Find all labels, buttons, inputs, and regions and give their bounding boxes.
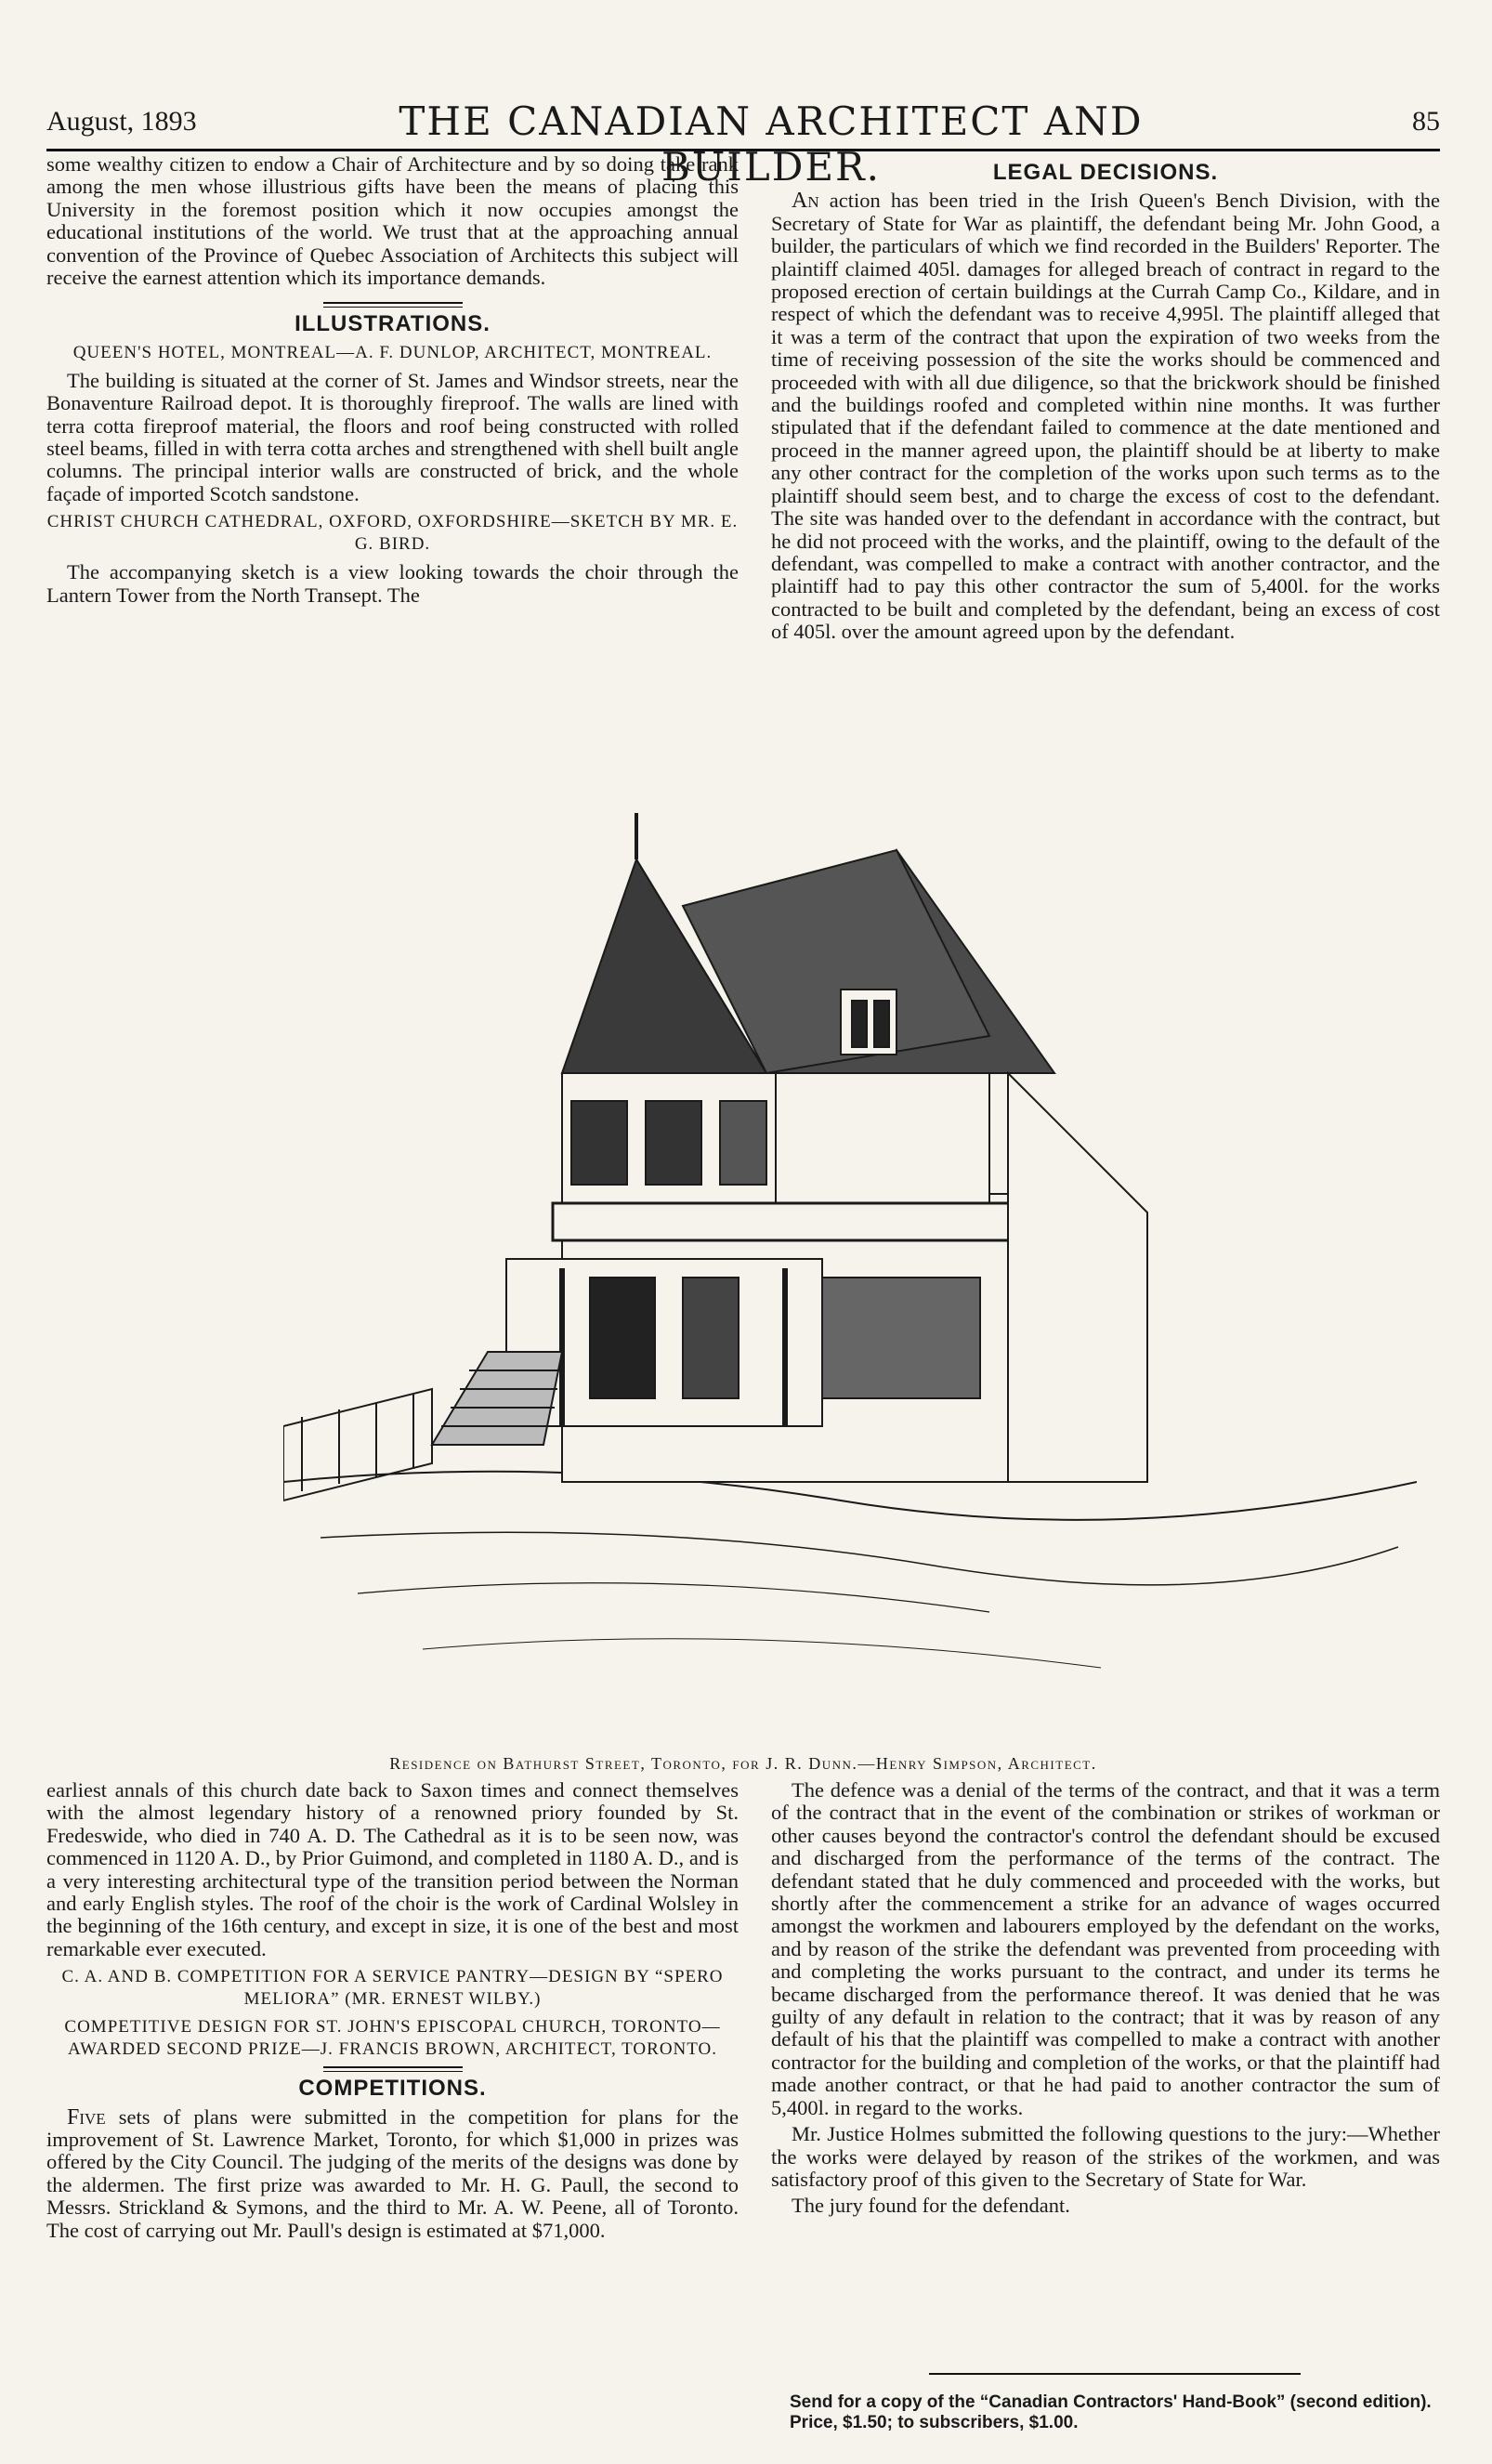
left-column-bottom [46, 1779, 739, 2246]
legal-first-word: An [792, 189, 819, 214]
church-history-text: earliest annals of this church date back to Saxon times and connect themselves with the almost legendary history of a renowned priory founded by St. Fredeswide, who died in 740 A. D. The Cathedral as it is to be seen now, was commenced in 1120 A. D., by Prior Guimond, and completed in 1180 A. D., and is a very interesting architectural type of the transition period between the Norman and early English styles. The roof of the choir is the work of Cardinal Wolsley in the beginning of the 16th century, and except in size, it is one of the best and most remarkable ever executed. [46, 1778, 739, 1960]
legal-decisions-text [771, 190, 1440, 643]
defence-paragraph: The defence was a denial of the terms of the contract, and that it was a term of the contract that in the event of the combination or strikes of workman or other causes beyond the contractor's control the defendant should be excused and discharged from the performance of the terms of the contract. The defendant stated that he duly commenced and proceeded with the works, but shortly after the commencement a strike for an advance of wages occurred amongst the workmen and labourers employed by the defendant on the works, and by reason of the strike the defendant was prevented from proceeding with and completing the works pursuant to the contract, and under its terms he became discharged from the performance thereof. It was denied that he was guilty of any default in relation to the contract; that it was by reason of any default of his that the plaintiff was compelled to make a contract with another contractor for the building and completion of the works, or that the plaintiff had made another contract, or that he had paid to another contractor the sum of 5,400l. in regard to the works. [771, 1778, 1440, 2119]
section-divider-2 [323, 2066, 463, 2072]
section-divider [323, 302, 463, 308]
left-column-top [46, 153, 739, 610]
service-pantry-heading: C. A. AND B. COMPETITION FOR A SERVICE PANTRY—DESIGN BY “SPERO MELIORA” (MR. ERNEST WILBY.) [61, 1967, 724, 2010]
illustrations-heading: ILLUSTRATIONS. [294, 311, 491, 337]
competitions-body: sets of plans were submitted in the competition for plans for the improvement of St. Lawrence Market, Toronto, for which $1,000 in prizes was offered by the City Council. The judging of the merits of the designs was done by the aldermen. The first prize was awarded to Mr. H. G. Paull, the second to Messrs. Strickland & Symons, and the third to Mr. A. W. Peene, all of Toronto. The cost of carrying out Mr. Paull's design is estimated at $71,000. [46, 2104, 739, 2242]
footnote-rule [929, 2373, 1301, 2375]
competitions-first-word: Five [67, 2104, 106, 2130]
handbook-notice: Send for a copy of the “Canadian Contractors' Hand-Book” (second edition). Price, $1.50; to subscribers, $1.00. [790, 2392, 1432, 2432]
competitions-text [46, 2106, 739, 2242]
publication-title: THE CANADIAN ARCHITECT AND BUILDER. [399, 98, 1144, 190]
queens-hotel-heading: QUEEN'S HOTEL, MONTREAL—A. F. DUNLOP, ARCHITECT, MONTREAL. [72, 342, 713, 362]
christ-church-text: The accompanying sketch is a view looking towards the choir through the Lantern Tower from the North Transept. The [46, 560, 739, 607]
right-column-bottom [771, 1779, 1440, 2222]
queens-hotel-text: The building is situated at the corner of St. James and Windsor streets, near the Bonaventure Railroad depot. It is thoroughly fireproof. The walls are lined with terra cotta fireproof material, the floors and roof being constructed with rolled steel beams, filled in with terra cotta arches and strengthened with shell built angle columns. The principal interior walls are constructed of brick, and the whole façade of imported Scotch sandstone. [46, 368, 739, 505]
illustration-caption: Residence on Bathurst Street, Toronto, for J. R. Dunn.—Henry Simpson, Architect. [389, 1754, 1097, 1773]
st-johns-heading: COMPETITIVE DESIGN FOR ST. JOHN'S EPISCOPAL CHURCH, TORONTO—AWARDED SECOND PRIZE—J. FRANCIS BROWN, ARCHITECT, TORONTO. [64, 2017, 721, 2060]
house-illustration [283, 794, 1417, 1742]
legal-decisions-heading: LEGAL DECISIONS. [992, 160, 1219, 185]
issue-date: August, 1893 [46, 106, 197, 137]
christ-church-heading: CHRIST CHURCH CATHEDRAL, OXFORD, OXFORDSHIRE—SKETCH BY MR. E. G. BIRD. [46, 512, 739, 555]
header-rule [46, 149, 1440, 151]
chair-paragraph: some wealthy citizen to endow a Chair of Architecture and by so doing take rank among the men whose illustrious gifts have been the means of placing this University in the foremost position which it now occupies amongst the educational institutions of the world. We trust that at the approaching annual convention of the Province of Quebec Association of Architects this subject will receive the earnest attention which its importance demands. [46, 152, 739, 290]
page-number: 85 [1412, 106, 1440, 137]
competitions-heading: COMPETITIONS. [298, 2076, 487, 2102]
jury-questions-paragraph: Mr. Justice Holmes submitted the following questions to the jury:—Whether the works were delayed by reason of the strikes of the workmen, and was satisfactory proof of this given to the Secretary of State for War. [771, 2122, 1440, 2191]
jury-verdict-paragraph: The jury found for the defendant. [792, 2194, 1070, 2218]
right-column-top [771, 156, 1440, 648]
legal-body: action has been tried in the Irish Queen's Bench Division, with the Secretary of State for War as plaintiff, the defendant being Mr. John Good, a builder, the particulars of which we find recorded in the Builders' Reporter. The plaintiff claimed 405l. damages for alleged breach of contract in regard to the proposed erection of certain buildings at the Currah Camp Co., Kildare, and in respect of which the defendant was to receive 4,995l. The plaintiff alleged that it was a term of the contract that upon the expiration of two weeks from the time of receiving possession of the site the works should be commenced and proceeded with with all due diligence, so that the brickwork should be finished and the buildings roofed and completed within nine months. It was further stipulated that if the defendant failed to commence at the date mentioned and proceed in the manner agreed upon, the plaintiff should be at liberty to make any other contract for the completion of the works upon such terms as to the plaintiff should seem best, and to charge the excess of cost to the defendant. The site was handed over to the defendant in accordance with the contract, but he did not proceed with the works, and the plaintiff, owing to the default of the defendant, was compelled to make a contract with another contractor, and the plaintiff had to pay this other contractor the sum of 5,400l. for the works contracted to be built and completed by the defendant, being an excess of cost of 405l. over the amount agreed upon by the defendant. [771, 189, 1440, 644]
